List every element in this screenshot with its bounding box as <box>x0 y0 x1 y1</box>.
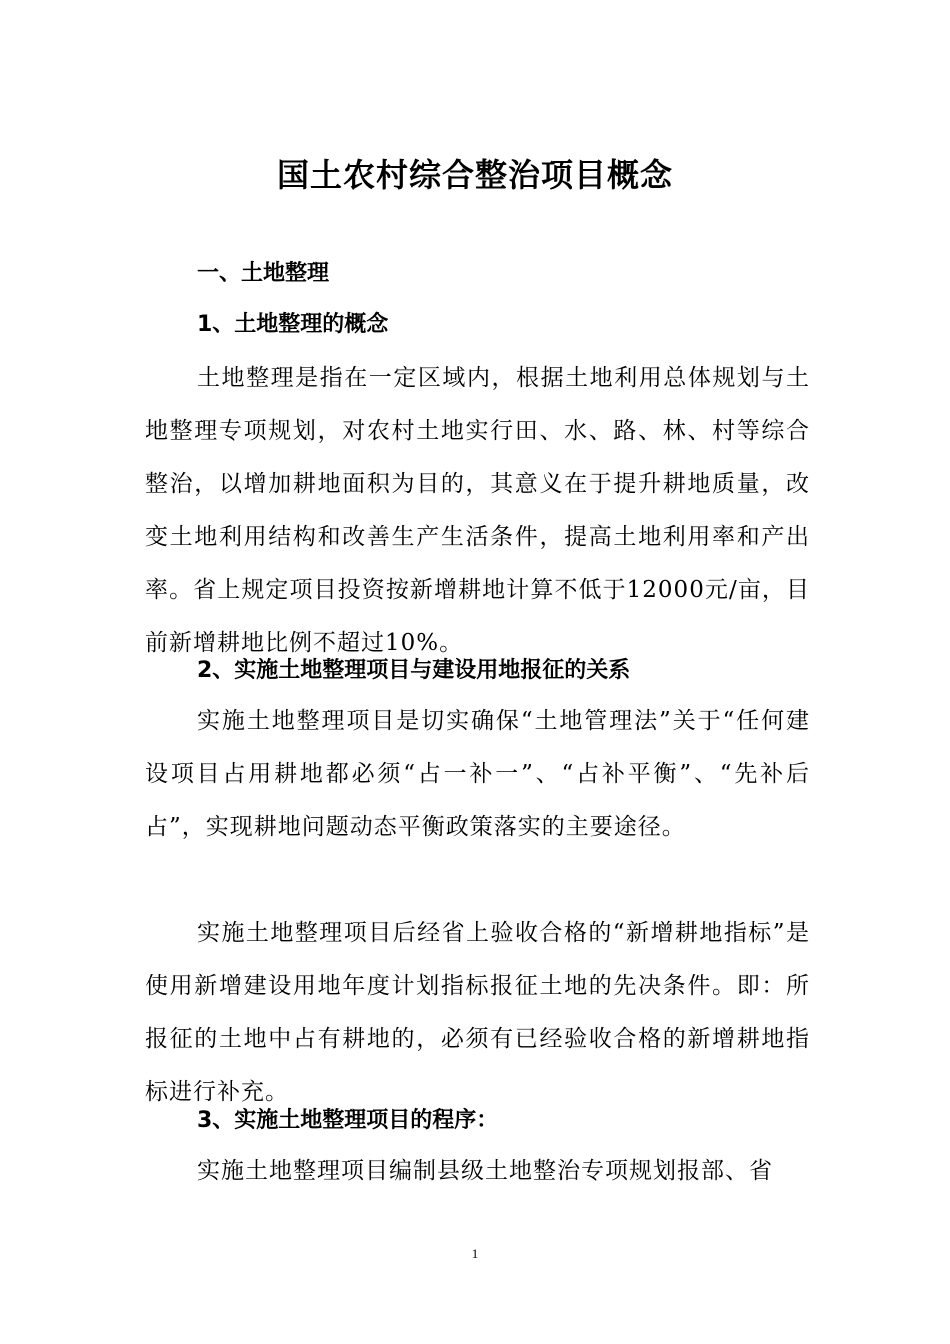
document-title: 国土农村综合整治项目概念 <box>276 156 673 194</box>
paragraph-relation-2: 实施土地整理项目后经省上验收合格的“新增耕地指标”是使用新增建设用地年度计划指标报征土地的先决条件。即：所报征的土地中占有耕地的，必须有已经验收合格的新增耕地指标进行补充。 <box>145 920 810 1105</box>
subheading-procedure: 3、实施土地整理项目的程序： <box>197 1108 499 1133</box>
paragraph-relation-1: 实施土地整理项目是切实确保“土地管理法”关于“任何建设项目占用耕地都必须“占一补一”、“占补平衡”、“先补后占”，实现耕地问题动态平衡政策落实的主要途径。 <box>145 708 810 840</box>
subheading-concept: 1、土地整理的概念 <box>197 312 389 337</box>
paragraph-concept: 土地整理是指在一定区域内，根据土地利用总体规划与土地整理专项规划，对农村土地实行田、水、路、林、村等综合整治，以增加耕地面积为目的，其意义在于提升耕地质量，改变土地利用结构和改善生产生活条件，提高土地利用率和产出率。省上规定项目投资按新增耕地计算不低于12000元/亩，目前新增耕地比例不超过10%。 <box>145 365 810 656</box>
page-number: 1 <box>471 1246 479 1261</box>
section-heading-land-consolidation: 一、土地整理 <box>197 261 330 286</box>
paragraph-procedure: 实施土地整理项目编制县级土地整治专项规划报部、省 <box>197 1158 773 1184</box>
subheading-relation: 2、实施土地整理项目与建设用地报征的关系 <box>197 658 631 683</box>
